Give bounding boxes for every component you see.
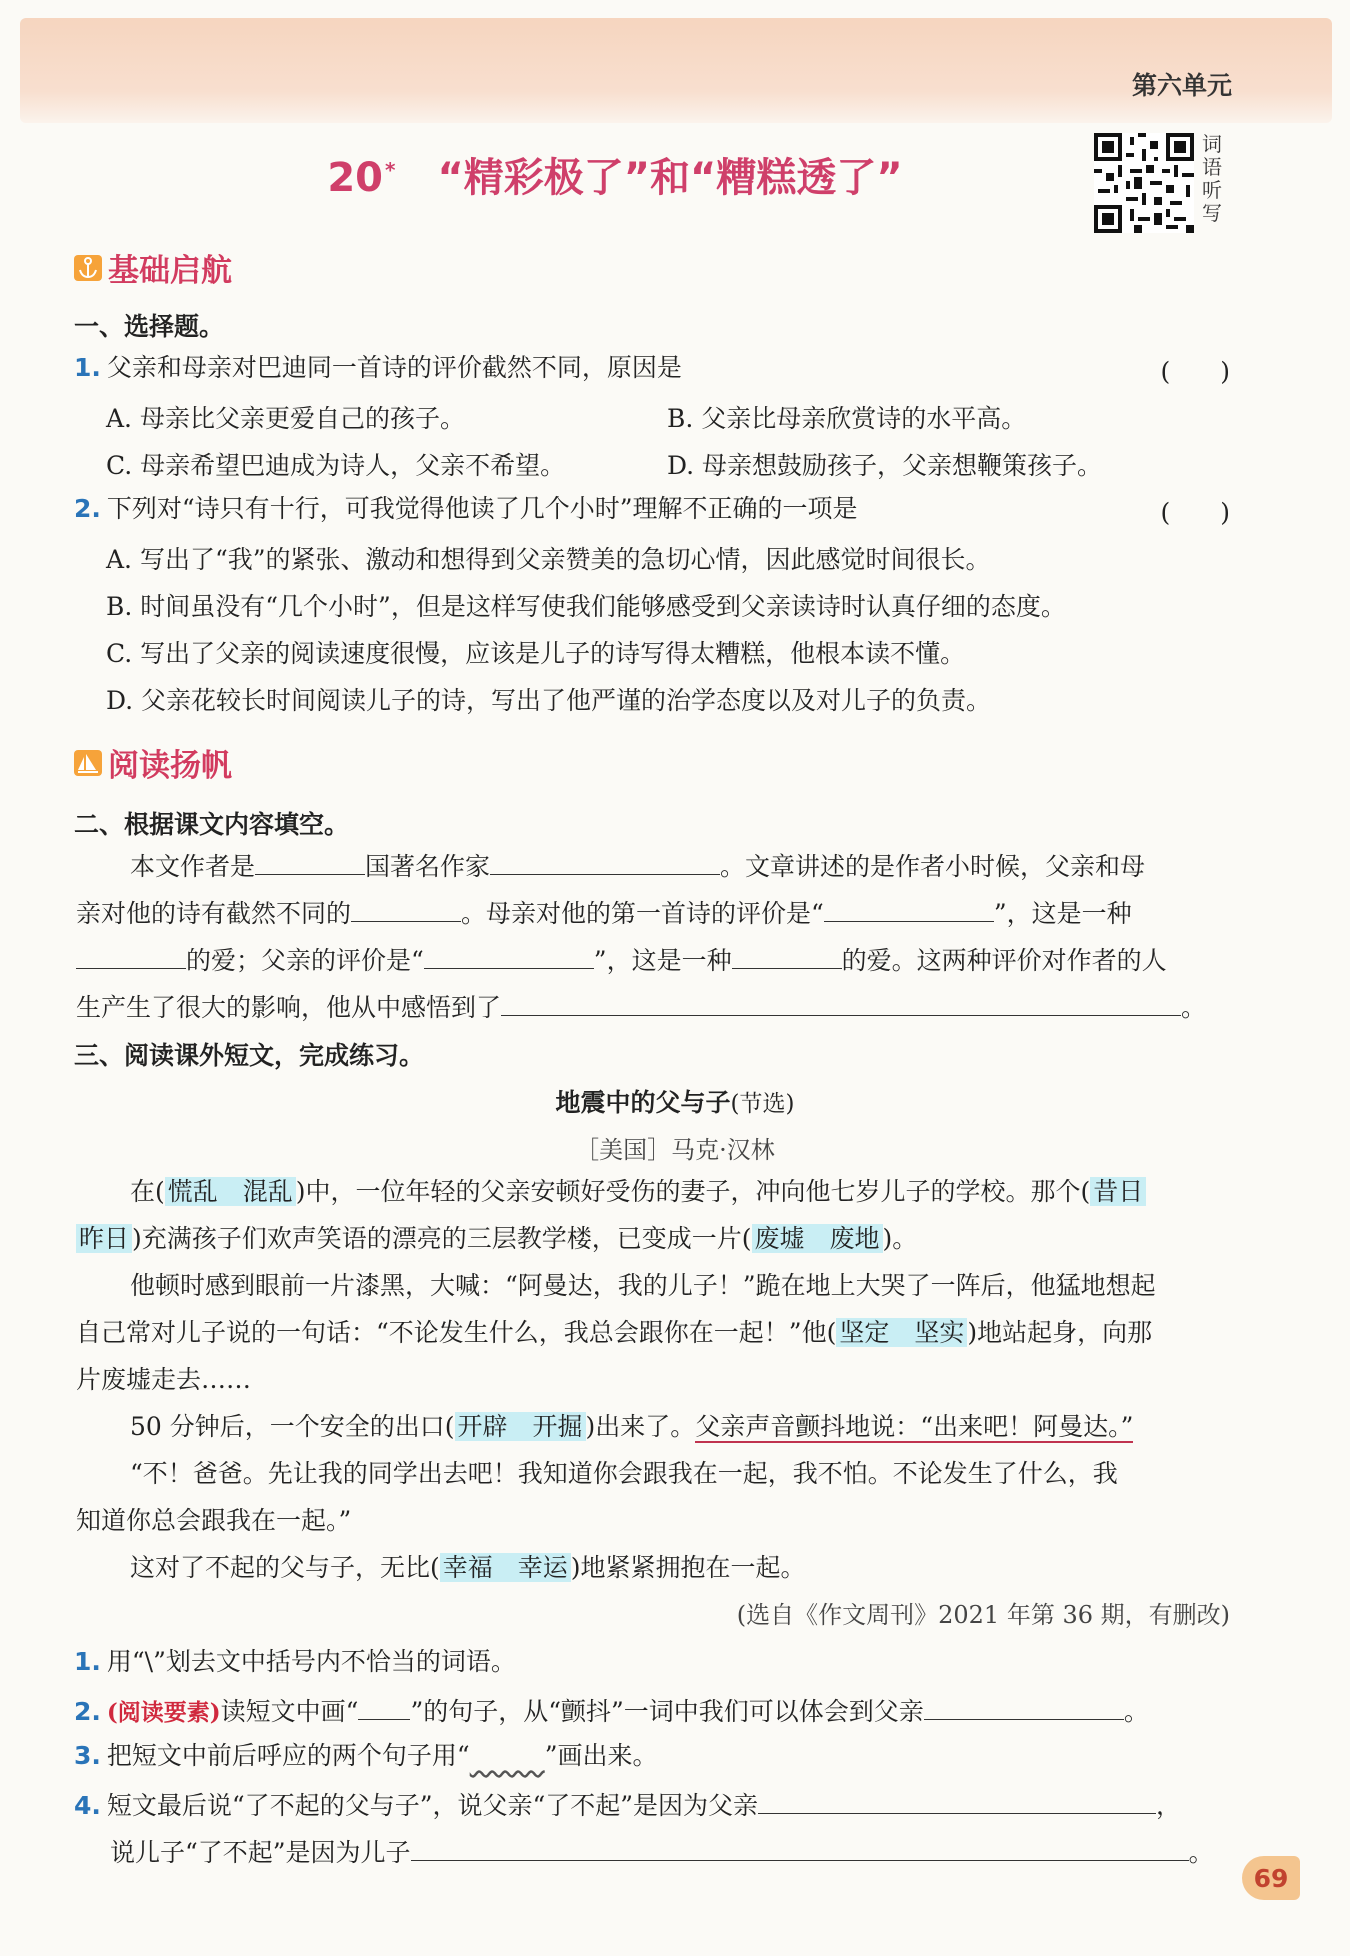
reading-element-tag: (阅读要素)	[106, 1699, 221, 1726]
fill-line-1: 本文作者是 国著名作家 。文章讲述的是作者小时候，父亲和母	[130, 848, 1145, 883]
section-basic-heading: 基础启航	[74, 245, 232, 290]
blank-father-reason[interactable]	[758, 1787, 1156, 1814]
option-1b: B. 父亲比母亲欣赏诗的水平高。	[667, 404, 1027, 433]
fill-line-2: 亲对他的诗有截然不同的 。母亲对他的第一首诗的评价是“ ”，这是一种	[76, 895, 1132, 930]
part2-heading: 二、根据课文内容填空。	[74, 810, 350, 839]
blank-father-love[interactable]	[732, 942, 842, 969]
lesson-title	[0, 146, 1230, 203]
option-1d: D. 母亲想鼓励孩子，父亲想鞭策孩子。	[667, 451, 1103, 480]
word-choice-5[interactable]: 开辟 开掘	[455, 1412, 586, 1441]
story-p5-line1: 这对了不起的父与子，无比( 幸福 幸运 )地紧紧拥抱在一起。	[130, 1553, 806, 1582]
section-reading-heading: 阅读扬帆	[74, 740, 232, 785]
exercise-2: 2. (阅读要素)读短文中画“ ”的句子，从“颤抖”一词中我们可以体会到父亲 。	[74, 1693, 1149, 1729]
blank-difference[interactable]	[351, 895, 461, 922]
option-1a: A. 母亲比父亲更爱自己的孩子。	[106, 404, 465, 433]
anchor-icon	[74, 253, 102, 283]
part3-heading: 三、阅读课外短文，完成练习。	[74, 1041, 425, 1070]
option-2d: D. 父亲花较长时间阅读儿子的诗，写出了他严谨的治学态度以及对儿子的负责。	[106, 686, 992, 715]
blank-insight[interactable]	[501, 989, 1181, 1016]
story-p4-line2: 知道你总会跟我在一起。”	[76, 1506, 352, 1535]
blank-author[interactable]	[490, 848, 720, 875]
unit-label: 第六单元	[1131, 71, 1232, 100]
qr-code-icon[interactable]	[1094, 133, 1194, 233]
qr-label: 词 语 听 写	[1202, 132, 1222, 225]
word-choice-1[interactable]: 慌乱 混乱	[165, 1177, 296, 1206]
story-p2-line3: 片废墟走去……	[76, 1365, 252, 1394]
story-author: ［美国］马克·汉林	[575, 1136, 775, 1164]
question-1: 1. 父亲和母亲对巴迪同一首诗的评价截然不同，原因是	[74, 353, 682, 382]
word-choice-4[interactable]: 坚定 坚实	[836, 1318, 967, 1347]
word-choice-2b[interactable]: 昨日	[76, 1224, 132, 1253]
blank-mother-love[interactable]	[76, 942, 186, 969]
exercise-3: 3. 把短文中前后呼应的两个句子用“ ”画出来。	[74, 1741, 658, 1770]
story-p2-line1: 他顿时感到眼前一片漆黑，大喊：“阿曼达，我的儿子！”跪在地上大哭了一阵后，他猛地想起	[130, 1271, 1156, 1300]
answer-paren-1[interactable]: ( )	[1160, 357, 1230, 386]
story-source: (选自《作文周刊》2021 年第 36 期，有删改)	[736, 1601, 1230, 1629]
blank-mother-comment[interactable]	[824, 895, 994, 922]
blank-father-feeling[interactable]	[924, 1693, 1124, 1720]
word-choice-6[interactable]: 幸福 幸运	[440, 1553, 571, 1582]
question-2: 2. 下列对“诗只有十行，可我觉得他读了几个小时”理解不正确的一项是	[74, 494, 858, 523]
exercise-4-line2: 说儿子“了不起”是因为儿子 。	[110, 1834, 1214, 1869]
blank-country[interactable]	[255, 848, 365, 875]
word-choice-3[interactable]: 废墟 废地	[752, 1224, 883, 1253]
option-2b: B. 时间虽没有“几个小时”，但是这样写使我们能够感受到父亲读诗时认真仔细的态度。	[106, 592, 1066, 621]
story-p1-line2: 昨日 )充满孩子们欢声笑语的漂亮的三层教学楼，已变成一片( 废墟 废地 )。	[76, 1223, 917, 1255]
story-title: 地震中的父与子(节选)	[555, 1088, 795, 1117]
fill-line-3: 的爱；父亲的评价是“ ”，这是一种 的爱。这两种评价对作者的人	[76, 942, 1167, 977]
underlined-sentence: 父亲声音颤抖地说：“出来吧！阿曼达。”	[695, 1412, 1134, 1441]
option-2a: A. 写出了“我”的紧张、激动和想得到父亲赞美的急切心情，因此感觉时间很长。	[106, 545, 991, 574]
exercise-1: 1. 用“\”划去文中括号内不恰当的词语。	[74, 1647, 516, 1676]
lesson-number: 20 *	[327, 155, 396, 201]
story-p3-line1: 50 分钟后，一个安全的出口( 开辟 开掘 )出来了。父亲声音颤抖地说：“出来吧！阿曼达。”	[130, 1412, 1134, 1441]
story-p4-line1: “不！爸爸。先让我的同学出去吧！我知道你会跟我在一起，我不怕。不论发生了什么，我	[130, 1459, 1118, 1488]
exercise-4-line1: 4. 短文最后说“了不起的父与子”，说父亲“了不起”是因为父亲 ，	[74, 1787, 1181, 1822]
part1-heading: 一、选择题。	[74, 312, 225, 341]
blank-line-symbol	[358, 1693, 410, 1720]
word-choice-2a[interactable]: 昔日	[1090, 1177, 1146, 1206]
blank-father-comment[interactable]	[424, 942, 594, 969]
option-2c: C. 写出了父亲的阅读速度很慢，应该是儿子的诗写得太糟糕，他根本读不懂。	[106, 639, 966, 668]
wavy-line-symbol	[470, 1741, 545, 1770]
page-number: 69	[1242, 1856, 1300, 1900]
sail-icon	[74, 748, 102, 778]
fill-line-4: 生产生了很大的影响，他从中感悟到了 。	[76, 989, 1206, 1024]
story-p1-line1: 在( 慌乱 混乱 )中，一位年轻的父亲安顿好受伤的妻子，冲向他七岁儿子的学校。那个( 昔日	[130, 1176, 1146, 1208]
option-1c: C. 母亲希望巴迪成为诗人，父亲不希望。	[106, 451, 566, 480]
lesson-title-text: “精彩极了”和“糟糕透了”	[437, 155, 903, 201]
answer-paren-2[interactable]: ( )	[1160, 498, 1230, 527]
blank-son-reason[interactable]	[411, 1834, 1189, 1861]
story-p2-line2: 自己常对儿子说的一句话：“不论发生什么，我总会跟你在一起！”他( 坚定 坚实 )地站起身，向那	[76, 1318, 1153, 1347]
